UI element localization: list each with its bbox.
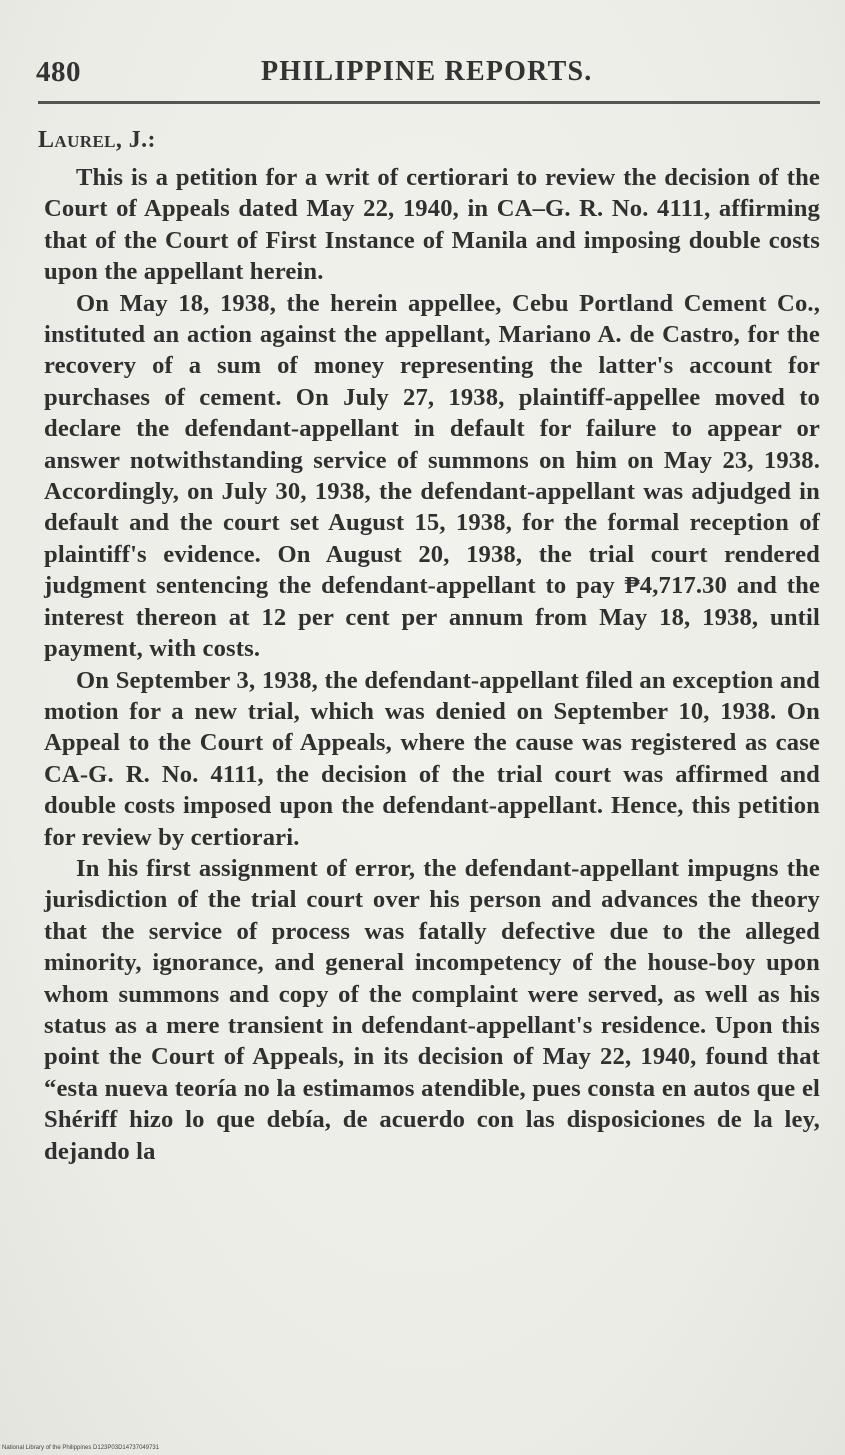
paragraph: On September 3, 1938, the defendant-appellant filed an exception and motion for a new trial, which was denied on September 10, 1938. On Appeal to the Court of Appeals, where the cause was registered as case CA-G. R. No. 4111, the decision of the trial court was affirmed and double costs imposed upon the defendant-appellant. Hence, this petition for review by certiorari. [44, 666, 820, 851]
header-divider [38, 101, 820, 104]
scan-footer-note: National Library of the Philippines D123P03D14737049731 [2, 1445, 160, 1451]
body-text [44, 162, 820, 1167]
author-line: Laurel, J.: [38, 127, 156, 153]
paragraph: In his first assignment of error, the defendant-appellant impugns the jurisdiction of the trial court over his person and advances the theory that the service of process was fatally defective due to the alleged minority, ignorance, and general incompetency of the house-boy upon whom summons and copy of the complaint were served, as well as his status as a mere transient in defendant-appellant's residence. Upon this point the Court of Appeals, in its decision of May 22, 1940, found that “esta nueva teoría no la estimamos atendible, pues consta en autos que el Shériff hizo lo que debía, de acuerdo con las disposiciones de la ley, dejando la [44, 854, 820, 1165]
paragraph: This is a petition for a writ of certiorari to review the decision of the Court of Appeals dated May 22, 1940, in CA–G. R. No. 4111, affirming that of the Court of First Instance of Manila and imposing double costs upon the appellant herein. [44, 164, 820, 286]
running-title: PHILIPPINE REPORTS. [261, 56, 593, 87]
page-header [36, 56, 820, 96]
paragraph: On May 18, 1938, the herein appellee, Cebu Portland Cement Co., instituted an action against the appellant, Mariano A. de Castro, for the recovery of a sum of money representing the latter's account for purchases of cement. On July 27, 1938, plaintiff-appellee moved to declare the defendant-appellant in default for failure to appear or answer notwithstanding service of summons on him on May 23, 1938. Accordingly, on July 30, 1938, the defendant-appellant was adjudged in default and the court set August 15, 1938, for the formal reception of plaintiff's evidence. On August 20, 1938, the trial court rendered judgment sentencing the defendant-appellant to pay ₱4,717.30 and the interest thereon at 12 per cent per annum from May 18, 1938, until payment, with costs. [44, 289, 820, 663]
page-number: 480 [36, 56, 81, 88]
